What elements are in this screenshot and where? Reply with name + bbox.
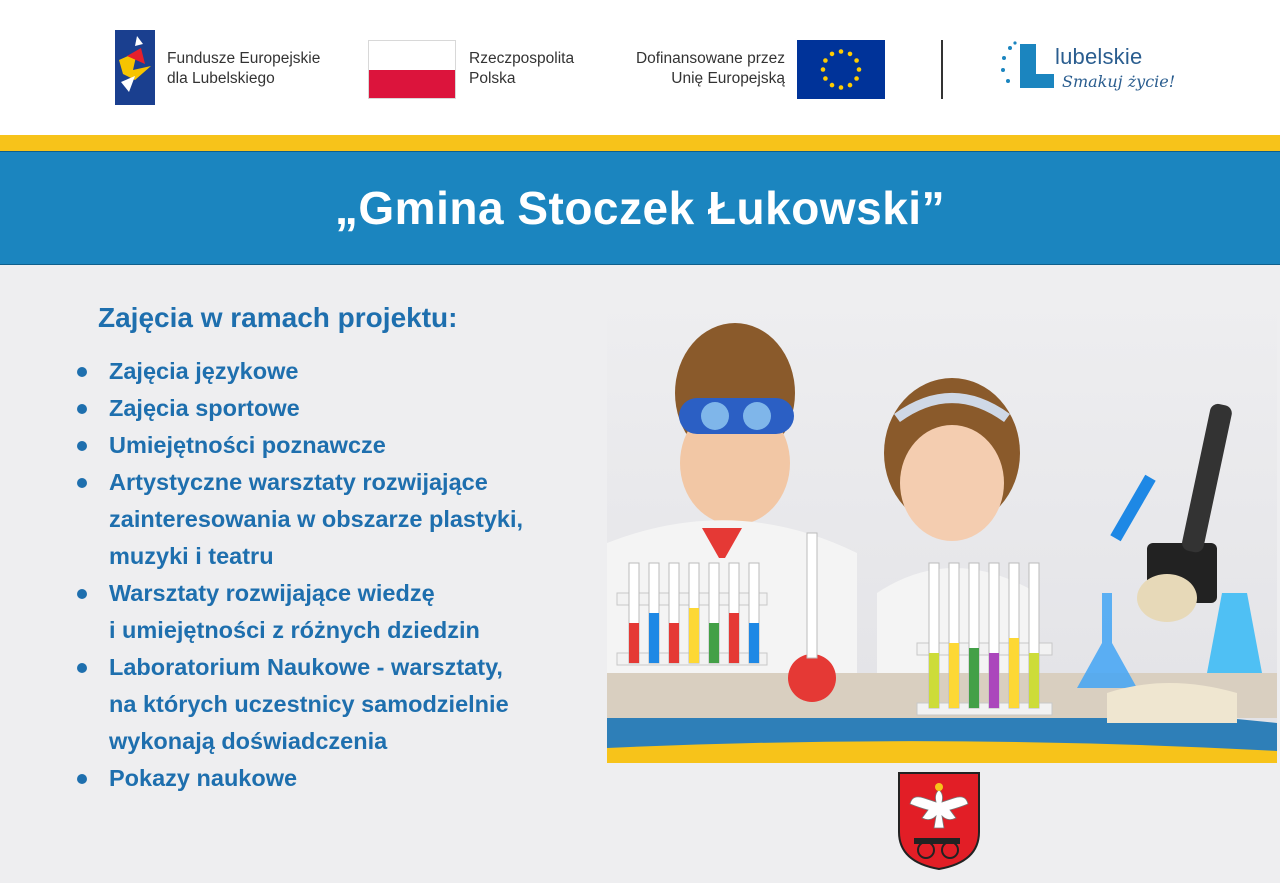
activity-item-line: Artystyczne warsztaty rozwijające: [109, 469, 488, 495]
bullet-icon: [77, 663, 87, 673]
activity-item-line: i umiejętności z różnych dziedzin: [109, 617, 480, 643]
lubelskie-logo-icon: [1000, 40, 1058, 92]
bullet-icon: [77, 441, 87, 451]
rzeczpospolita-text: [469, 49, 574, 89]
lubelskie-tagline: Smakuj życie!: [1062, 72, 1176, 91]
activity-item-line: Zajęcia sportowe: [109, 395, 300, 421]
activity-item: [72, 575, 612, 649]
activity-item-line: Umiejętności poznawcze: [109, 432, 386, 458]
bullet-icon: [77, 478, 87, 488]
coat-of-arms-icon: [898, 772, 980, 870]
activity-item-line: Zajęcia językowe: [109, 358, 299, 384]
fundusze-europejskie-text: [167, 49, 320, 89]
lubelskie-name: lubelskie: [1055, 44, 1143, 69]
activities-heading: Zajęcia w ramach projektu:: [98, 302, 458, 333]
eu-flag-icon: [797, 40, 885, 99]
activity-item: [72, 353, 612, 390]
activity-item-line: Warsztaty rozwijające wiedzę: [109, 580, 435, 606]
lab-children-photo: [607, 293, 1277, 763]
pl-line-2: Polska: [469, 70, 516, 87]
activity-item: [72, 649, 612, 760]
pl-line-1: Rzeczpospolita: [469, 50, 575, 67]
bullet-icon: [77, 367, 87, 377]
logo-strip: [0, 0, 1280, 135]
activity-item: [72, 464, 612, 575]
bullet-icon: [77, 774, 87, 784]
title-bar: [0, 151, 1280, 265]
activity-item-line: Pokazy naukowe: [109, 765, 298, 791]
fe-line-2: dla Lubelskiego: [167, 70, 275, 87]
page-title: „Gmina Stoczek Łukowski”: [334, 182, 946, 234]
activity-item: [72, 390, 612, 427]
yellow-stripe: [0, 135, 1280, 151]
bullet-icon: [77, 589, 87, 599]
activity-item-line: wykonają doświadczenia: [109, 728, 388, 754]
activity-item: [72, 427, 612, 464]
polish-flag-icon: [368, 40, 456, 99]
eu-line-1: Dofinansowane przez: [635, 50, 785, 67]
fe-line-1: Fundusze Europejskie: [167, 50, 321, 67]
activity-item-line: na których uczestnicy samodzielnie: [109, 691, 509, 717]
activity-item-line: Laboratorium Naukowe - warsztaty,: [109, 654, 503, 680]
eu-line-2: Unię Europejską: [671, 70, 785, 87]
eu-funding-text: [600, 49, 785, 89]
activities-list: [72, 353, 612, 797]
header-separator: [941, 40, 943, 99]
fundusze-europejskie-logo-icon: [115, 30, 155, 105]
activity-item-line: muzyki i teatru: [109, 543, 274, 569]
activity-item-line: zainteresowania w obszarze plastyki,: [109, 506, 524, 532]
activity-item: [72, 760, 612, 797]
bullet-icon: [77, 404, 87, 414]
